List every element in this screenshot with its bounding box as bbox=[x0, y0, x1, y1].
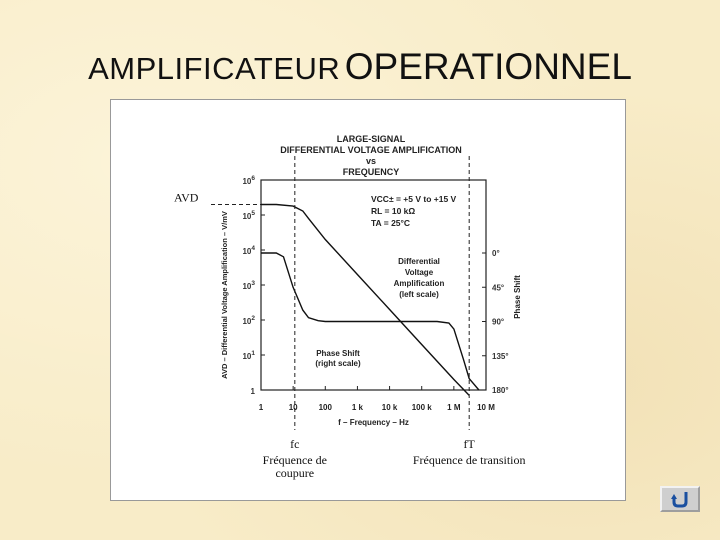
slide-title-part2: OPERATIONNEL bbox=[344, 46, 632, 87]
x-tick-label: 10 M bbox=[477, 403, 495, 412]
return-arrow-icon bbox=[671, 490, 691, 509]
fc-text: coupure bbox=[275, 466, 315, 480]
slide-title-part1: AMPLIFICATEUR bbox=[88, 51, 341, 86]
ft-text: Fréquence de transition bbox=[412, 453, 526, 467]
x-tick-label: 1 k bbox=[351, 403, 363, 412]
y-tick-label: $10^3$ bbox=[242, 280, 255, 291]
condition-line: VCC± = +5 V to +15 V bbox=[371, 194, 457, 204]
series-line-amplification bbox=[261, 205, 469, 396]
y-axis-label: AVD – Differential Voltage Amplification – V/mV bbox=[220, 211, 229, 379]
chart-title-line: DIFFERENTIAL VOLTAGE AMPLIFICATION bbox=[280, 145, 462, 155]
x-tick-label: 1 M bbox=[447, 403, 461, 412]
slide-title bbox=[0, 46, 720, 88]
y-tick-label: $10^2$ bbox=[242, 315, 255, 326]
chart-panel bbox=[110, 99, 626, 501]
avd-label: AVD bbox=[174, 190, 199, 205]
amplification-label: Differential bbox=[398, 257, 440, 266]
amplification-label: Amplification bbox=[393, 279, 445, 288]
x-tick-label: 1 bbox=[258, 403, 264, 412]
amplification-label: (left scale) bbox=[399, 290, 439, 299]
x-tick-label: 10 bbox=[288, 403, 298, 412]
fc-text: Fréquence de bbox=[262, 453, 327, 467]
chart-title-line: FREQUENCY bbox=[342, 167, 400, 177]
phase-label: Phase Shift bbox=[316, 349, 360, 358]
ft-label: fT bbox=[463, 437, 475, 451]
chart-title-line: vs bbox=[365, 156, 377, 166]
phase-label: (right scale) bbox=[315, 359, 361, 368]
chart-title-line: LARGE-SIGNAL bbox=[336, 134, 406, 144]
y-right-tick-label: 0° bbox=[492, 249, 500, 258]
y-tick-label: $10^5$ bbox=[242, 210, 255, 221]
return-button[interactable] bbox=[660, 486, 700, 512]
y-right-tick-label: 180° bbox=[492, 386, 509, 395]
y-tick-label: 1 bbox=[250, 387, 255, 396]
x-tick-label: 100 bbox=[318, 403, 332, 412]
condition-line: TA = 25°C bbox=[371, 218, 411, 228]
y-right-tick-label: 135° bbox=[492, 351, 509, 361]
y-tick-label: $10^6$ bbox=[242, 175, 255, 186]
bode-chart bbox=[111, 100, 627, 502]
y-tick-label: $10^4$ bbox=[242, 245, 255, 256]
condition-line: RL = 10 kΩ bbox=[371, 206, 416, 216]
y-tick-label: $10^1$ bbox=[242, 350, 255, 361]
x-axis-label: f – Frequency – Hz bbox=[338, 418, 409, 427]
x-tick-label: 100 k bbox=[411, 403, 432, 412]
x-tick-label: 10 k bbox=[381, 403, 398, 412]
amplification-label: Voltage bbox=[404, 268, 434, 277]
y-right-tick-label: 45° bbox=[492, 283, 505, 293]
series-line-phase bbox=[261, 253, 479, 390]
y-right-tick-label: 90° bbox=[492, 317, 505, 327]
fc-label: fc bbox=[290, 437, 300, 451]
y-right-axis-label: Phase Shift bbox=[513, 275, 522, 319]
